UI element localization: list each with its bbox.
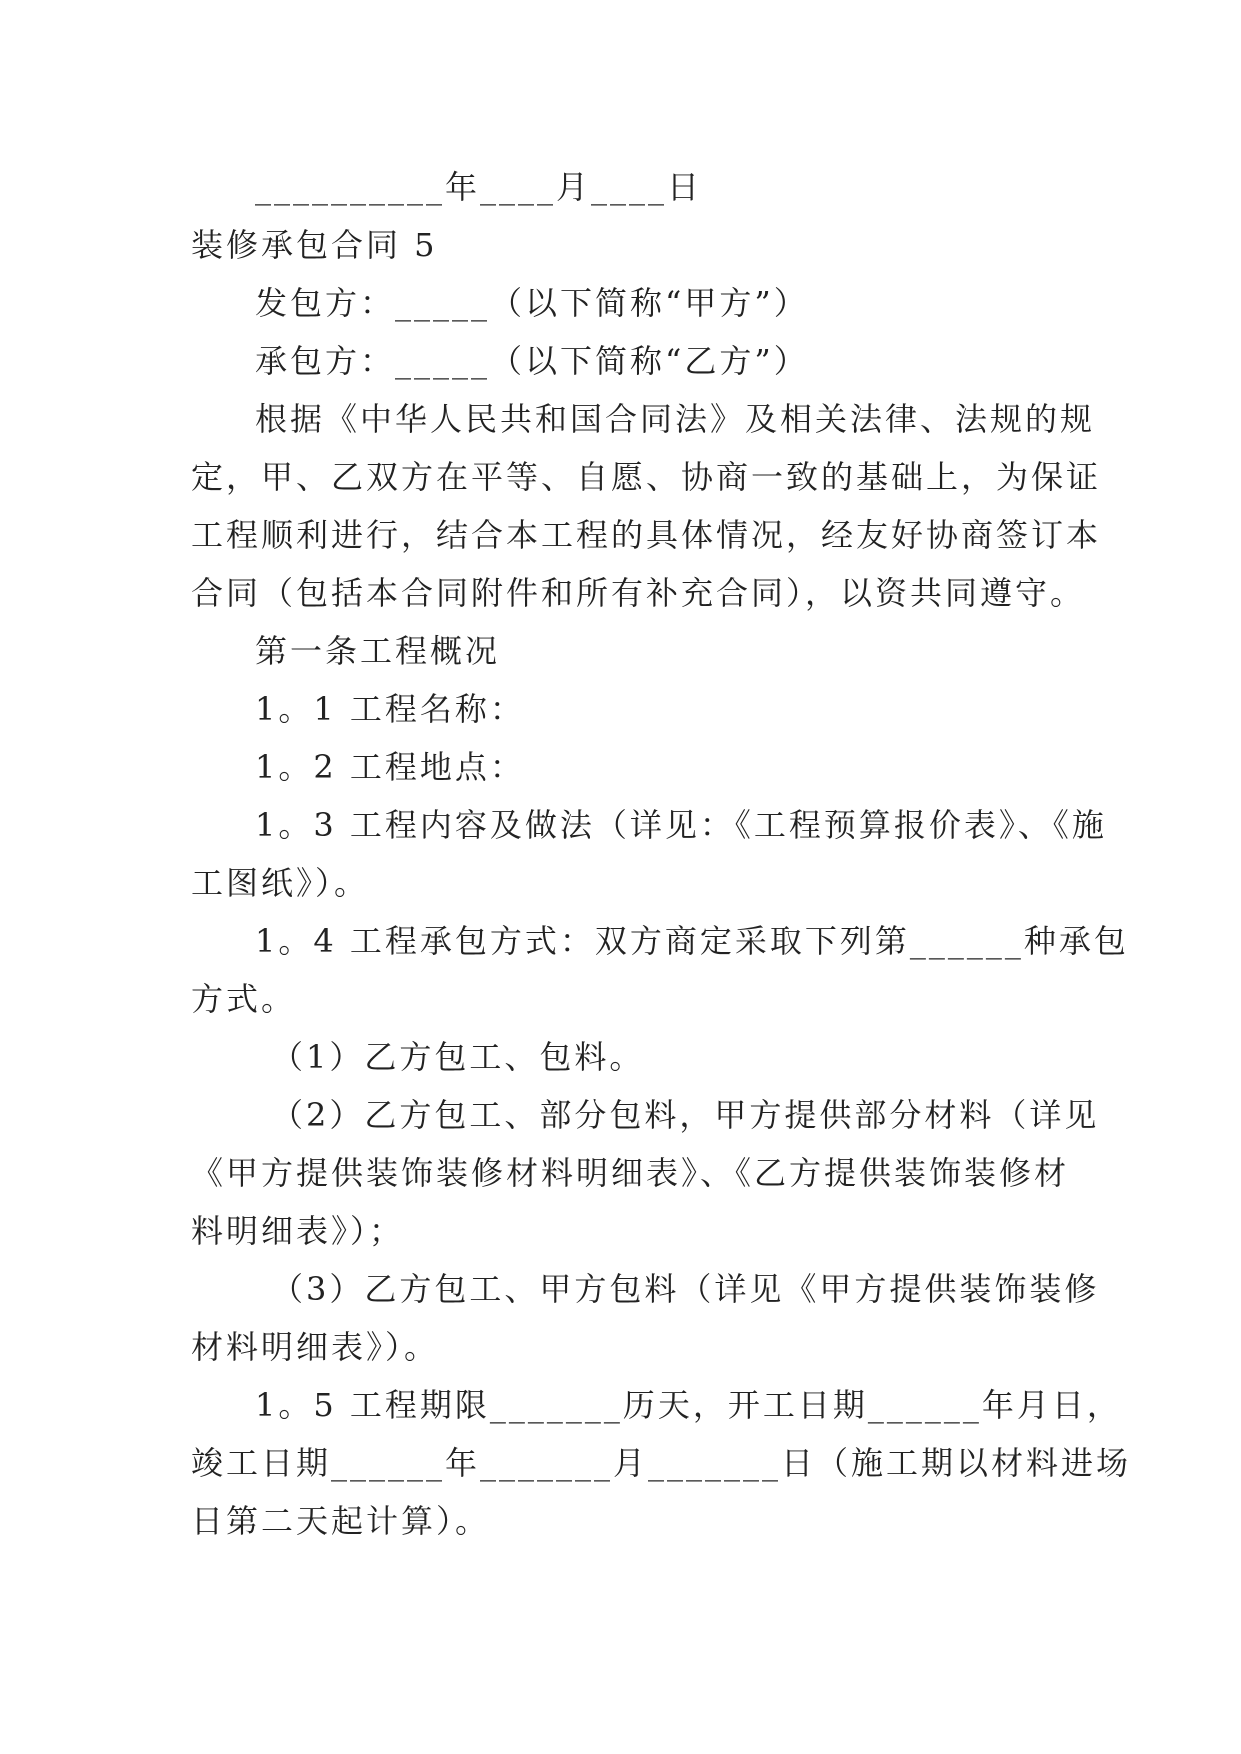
text-line: 料明细表》）；: [191, 1212, 405, 1250]
text-line: 第一条工程概况: [255, 632, 501, 670]
text-line: 1。3 工程内容及做法（详见：《工程预算报价表》、《施: [255, 806, 1107, 844]
text-line: 定，甲、乙双方在平等、自愿、协商一致的基础上，为保证: [191, 458, 1102, 496]
text-line: （1）乙方包工、包料。: [271, 1038, 645, 1076]
text-line: 装修承包合同 5: [191, 226, 438, 264]
text-line: 1。1 工程名称：: [255, 690, 525, 728]
text-line: 承包方：_____（以下简称“乙方”）: [255, 342, 809, 380]
text-line: 合同（包括本合同附件和所有补充合同），以资共同遵守。: [191, 574, 1086, 612]
text-line: 竣工日期______年_______月_______日（施工期以材料进场: [191, 1444, 1132, 1482]
text-line: __________年____月____日: [255, 168, 703, 206]
text-line: 日第二天起计算）。: [191, 1502, 491, 1540]
text-line: （3）乙方包工、甲方包料（详见《甲方提供装饰装修: [271, 1270, 1100, 1308]
text-line: 1。2 工程地点：: [255, 748, 525, 786]
text-line: 工图纸》）。: [191, 864, 370, 902]
text-line: （2）乙方包工、部分包料，甲方提供部分材料（详见: [271, 1096, 1100, 1134]
text-line: 发包方：_____（以下简称“甲方”）: [255, 284, 809, 322]
text-line: 《甲方提供装饰装修材料明细表》、《乙方提供装饰装修材: [191, 1154, 1070, 1192]
document-body: [191, 158, 1132, 1550]
text-line: 工程顺利进行，结合本工程的具体情况，经友好协商签订本: [191, 516, 1102, 554]
text-line: 1。5 工程期限_______历天，开工日期______年月日，: [255, 1386, 1122, 1424]
text-line: 1。4 工程承包方式：双方商定采取下列第______种承包: [255, 922, 1129, 960]
text-line: 根据《中华人民共和国合同法》及相关法律、法规的规: [255, 400, 1096, 438]
text-line: 材料明细表》）。: [191, 1328, 440, 1366]
text-line: 方式。: [191, 980, 297, 1018]
